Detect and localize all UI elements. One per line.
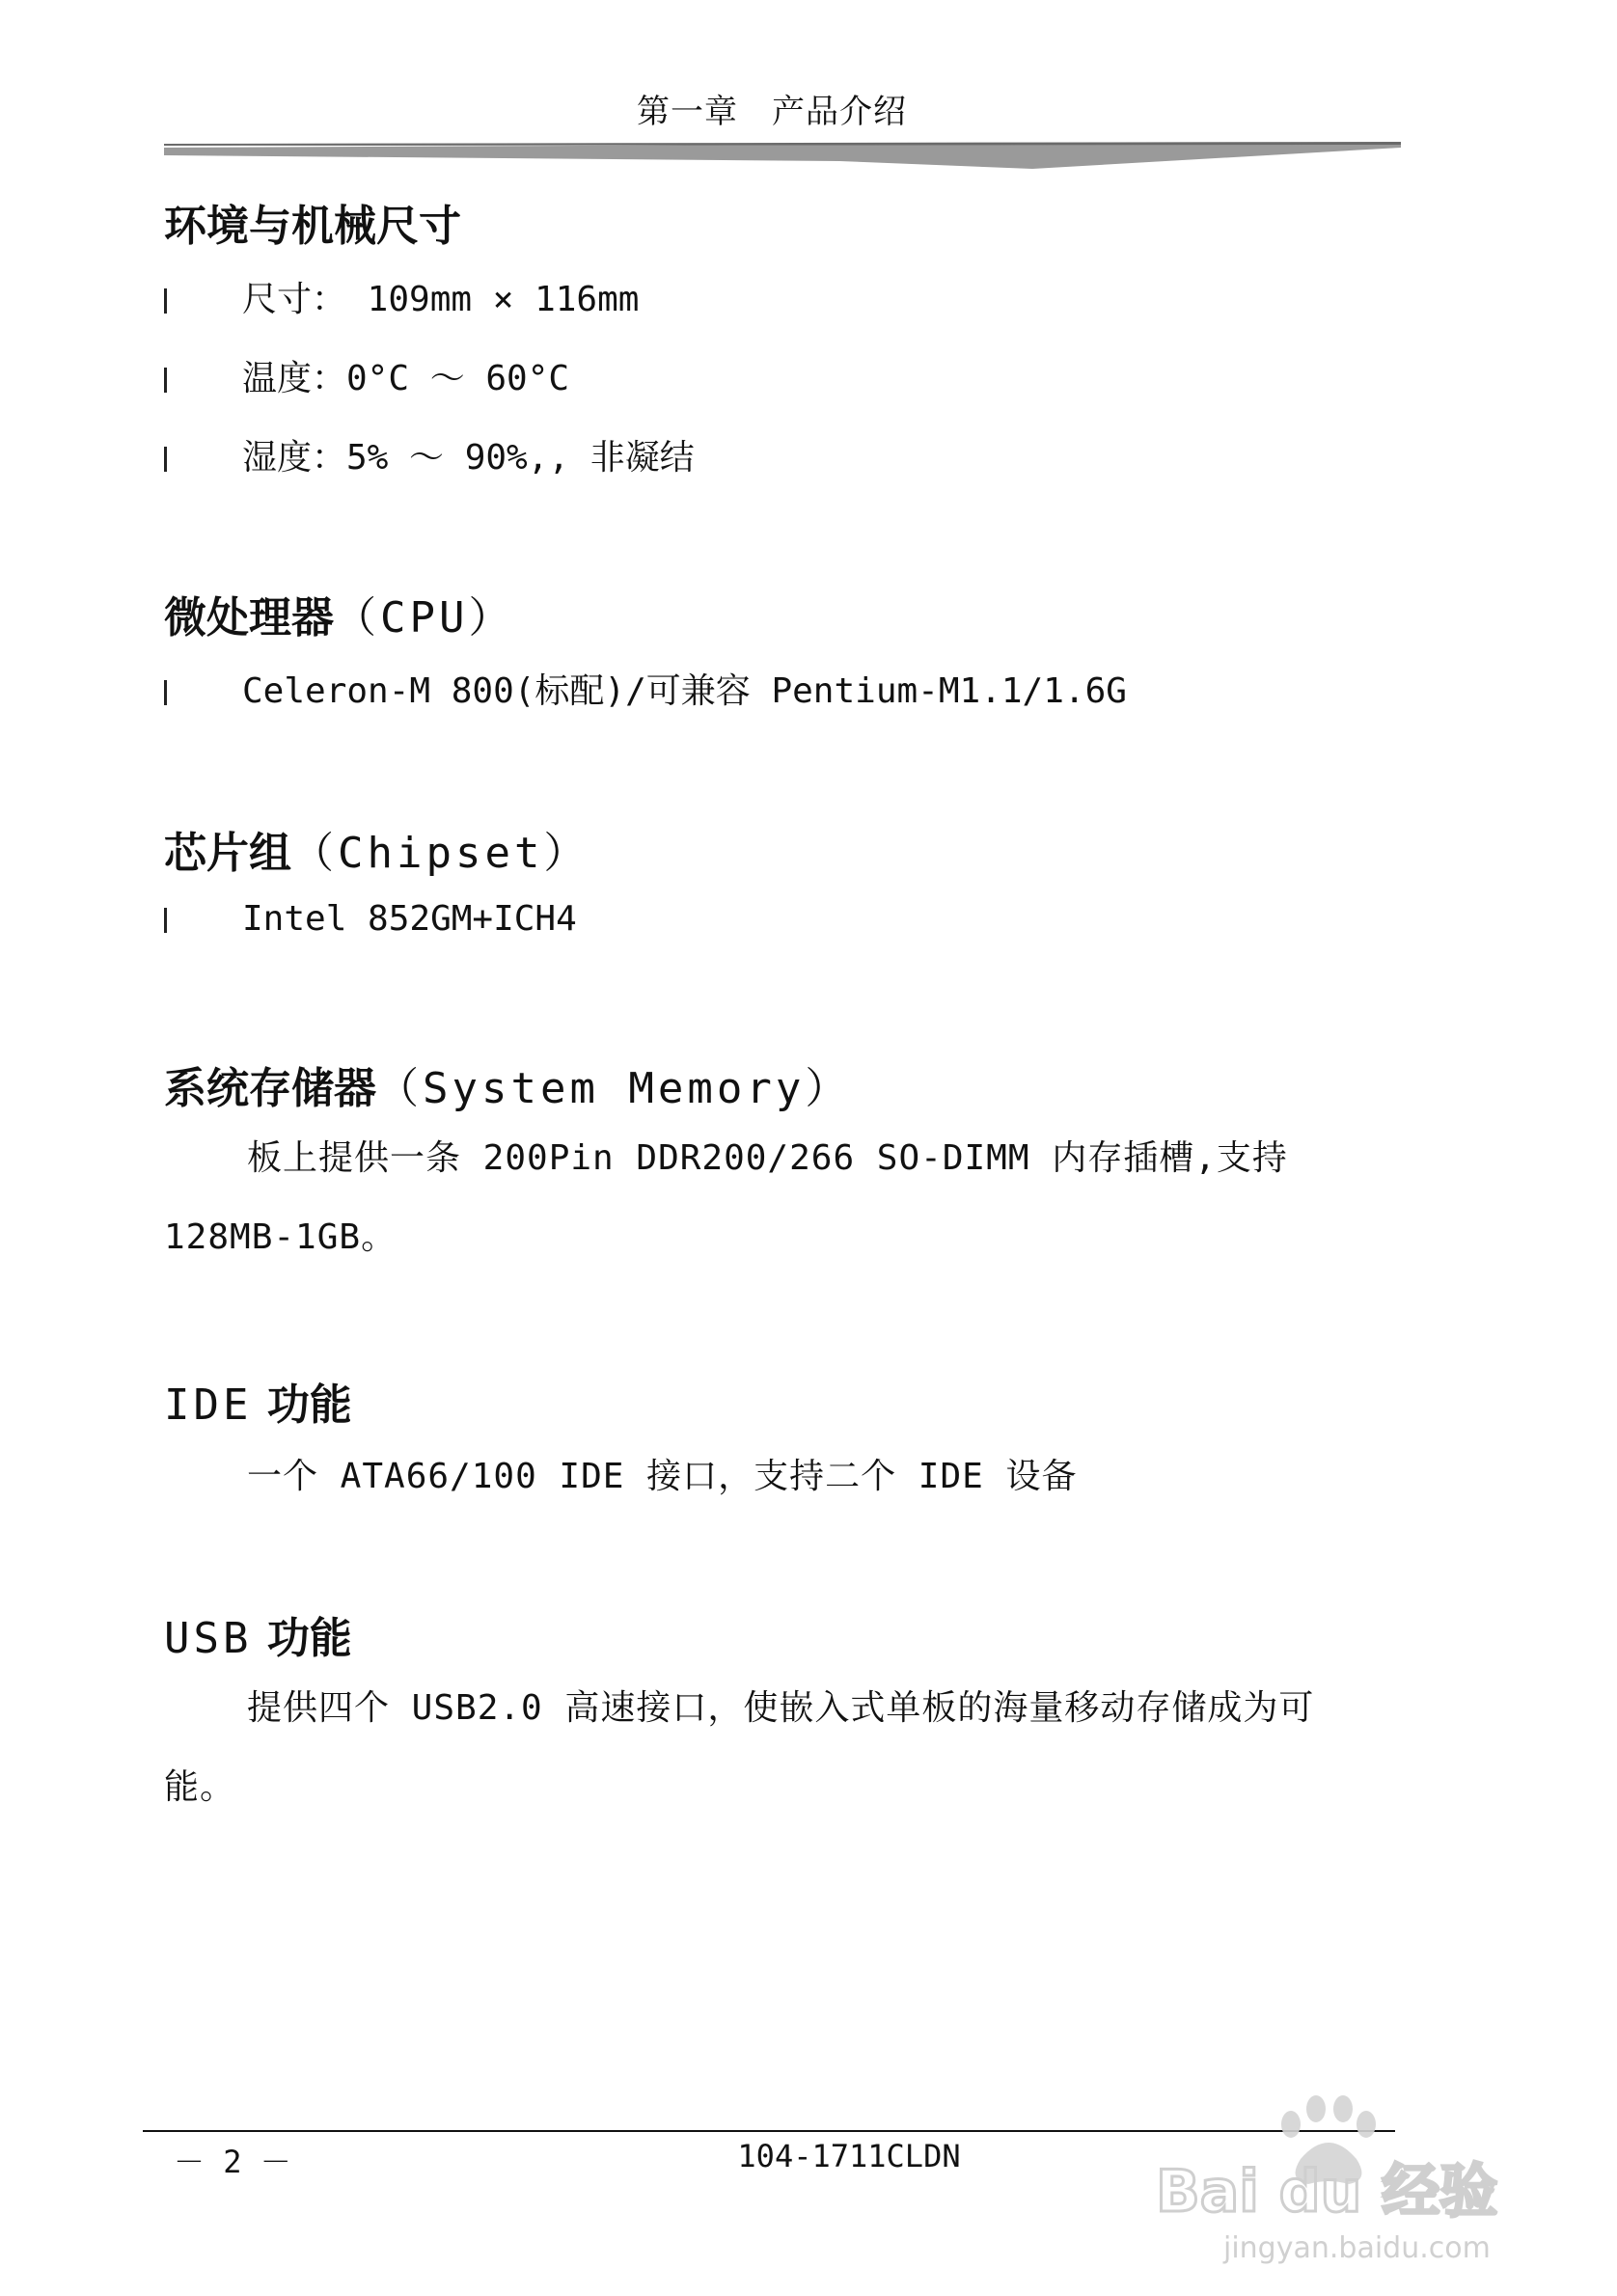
- usb-paragraph: 提供四个 USB2.0 高速接口，使嵌入式单板的海量移动存储成为可能。: [164, 1688, 1315, 1807]
- baidu-jingyan-watermark: [1146, 2066, 1551, 2269]
- section-title-chipset: 芯片组（Chipset）: [164, 829, 590, 878]
- bullet-marker: [164, 288, 167, 314]
- page-number: － 2 －: [174, 2144, 291, 2180]
- svg-text:Bai du 经验: Bai du 经验: [1156, 2158, 1498, 2226]
- svg-text:jingyan.baidu.com: jingyan.baidu.com: [1223, 2231, 1491, 2265]
- list-item: 尺寸： 109mm × 116mm: [164, 272, 639, 321]
- list-item: 湿度：5% ～ 90%,, 非凝结: [164, 430, 695, 479]
- memory-paragraph: 板上提供一条 200Pin DDR200/266 SO-DIMM 内存插槽,支持 128MB-1GB。: [164, 1138, 1288, 1257]
- section-title-environment: 环境与机械尺寸: [164, 202, 461, 251]
- section-title-memory: 系统存储器（System Memory）: [164, 1064, 852, 1113]
- bullet-marker: [164, 908, 167, 933]
- ide-paragraph: 一个 ATA66/100 IDE 接口，支持二个 IDE 设备: [247, 1457, 1078, 1496]
- document-code: 104-1711CLDN: [737, 2138, 961, 2174]
- section-title-usb: USB 功能: [164, 1614, 352, 1663]
- section-title-cpu: 微处理器（CPU）: [164, 593, 515, 642]
- bullet-marker: [164, 447, 167, 472]
- page-header-title: 第一章 产品介绍: [637, 93, 907, 131]
- bullet-marker: [164, 368, 167, 393]
- list-item: 温度：0°C ～ 60°C: [164, 351, 569, 400]
- bullet-marker: [164, 680, 167, 705]
- list-item: Celeron-M 800(标配)/可兼容 Pentium-M1.1/1.6G: [164, 664, 1127, 713]
- section-title-ide: IDE 功能: [164, 1380, 352, 1430]
- header-rule: [164, 142, 1401, 175]
- list-item: Intel 852GM+ICH4: [164, 899, 577, 939]
